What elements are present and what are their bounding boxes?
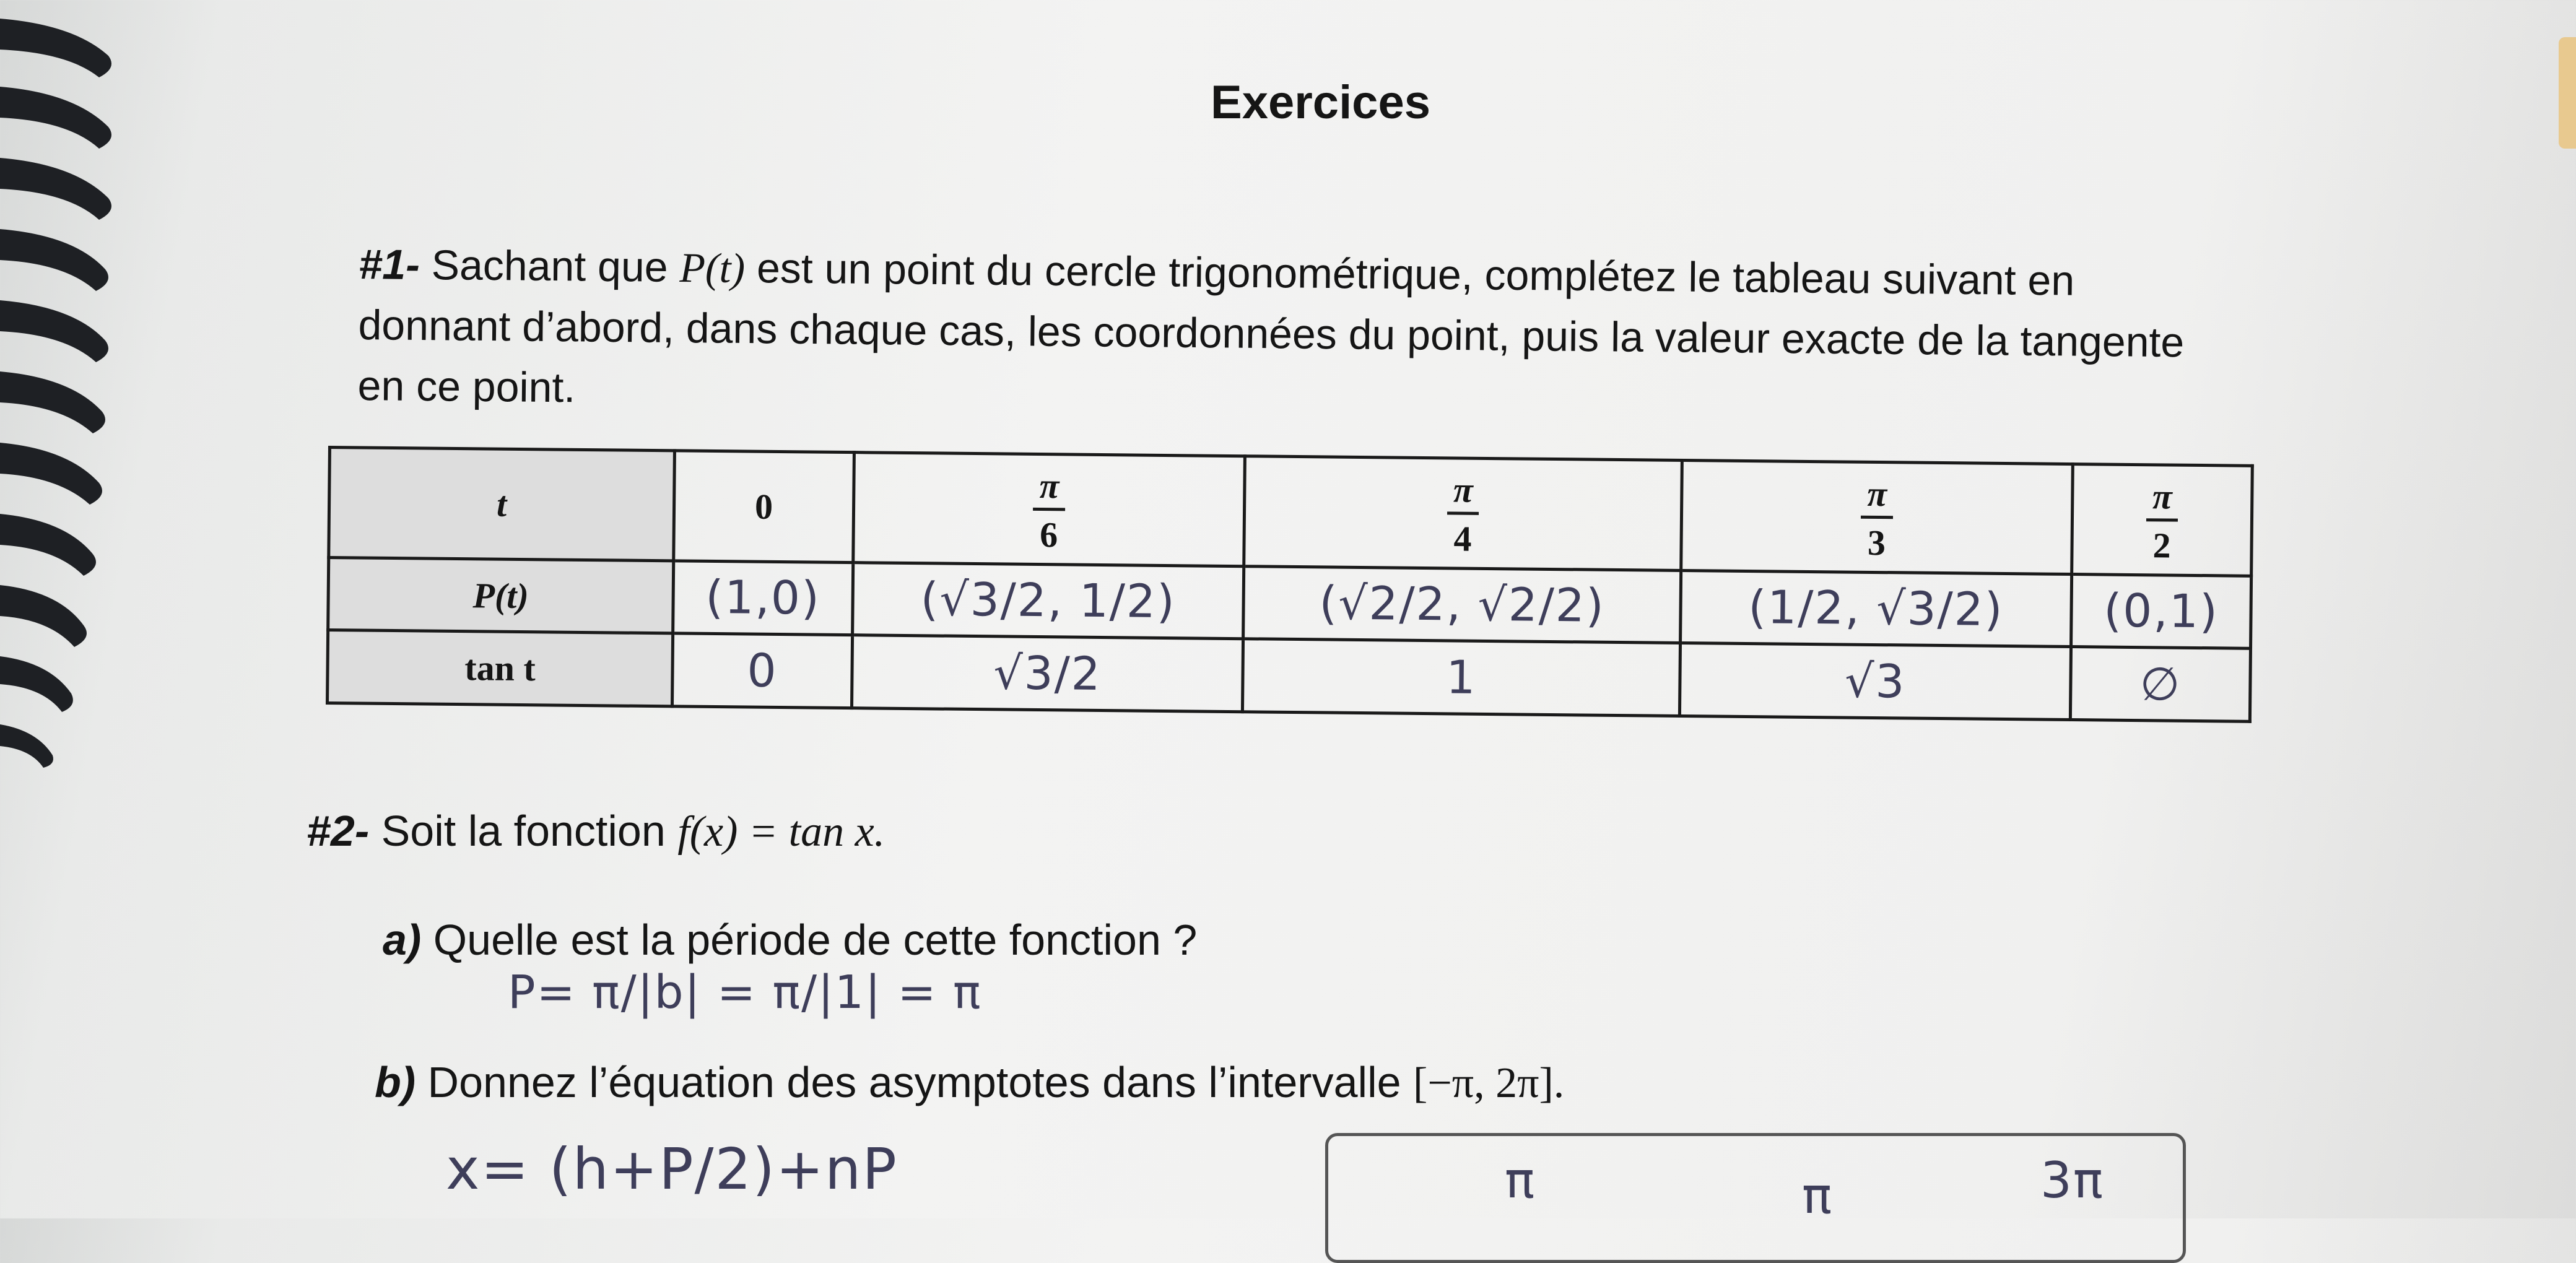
p-answer-cell xyxy=(673,561,853,635)
handwritten-answer: (0,1) xyxy=(2103,584,2219,639)
handwritten-answer: (√3/2, 1/2) xyxy=(920,573,1177,629)
tan-answer-cell xyxy=(672,633,852,708)
exercise-1-math: P(t) xyxy=(679,243,746,292)
p-answer-cell xyxy=(1243,566,1681,643)
handwritten-answer: √3 xyxy=(1844,654,1906,709)
exercise-2-statement xyxy=(307,806,885,857)
exercise-1-statement xyxy=(357,234,2229,434)
row-label-p: P(t) xyxy=(328,557,674,633)
trig-table xyxy=(326,446,2254,723)
t-value-cell: $\frac{\pi}{4}$ xyxy=(1244,456,1682,571)
exercise-2-math: f(x) = tan x. xyxy=(677,808,886,856)
handwritten-asymptote-formula: x= (h+P/2)+nP xyxy=(446,1136,898,1202)
tan-answer-cell xyxy=(851,635,1243,712)
question-b-text: Donnez l’équation des asymptotes dans l’intervalle xyxy=(416,1058,1414,1106)
handwritten-answer: 1 xyxy=(1446,651,1477,705)
p-answer-cell xyxy=(852,563,1243,640)
tan-answer-cell xyxy=(2070,647,2250,721)
page-clip xyxy=(2559,37,2576,149)
t-value-cell: $\frac{\pi}{3}$ xyxy=(1681,460,2073,574)
t-value-cell: $\frac{\pi}{2}$ xyxy=(2072,464,2253,576)
handwritten-mark: 3π xyxy=(2040,1152,2105,1209)
exercise-1-label: #1- xyxy=(359,240,420,289)
question-a xyxy=(383,915,1197,965)
handwritten-answer: (√2/2, √2/2) xyxy=(1319,576,1606,633)
tan-answer-cell xyxy=(1243,639,1681,716)
page-title: Exercices xyxy=(1211,76,1430,129)
question-a-text: Quelle est la période de cette fonction ? xyxy=(421,916,1198,964)
handwritten-mark: π xyxy=(1802,1167,1834,1225)
row-label-t: t xyxy=(329,448,675,561)
question-b-label: b) xyxy=(375,1058,416,1106)
tan-answer-cell xyxy=(1679,643,2071,720)
t-value-cell: $\frac{\pi}{6}$ xyxy=(853,453,1245,566)
p-answer-cell xyxy=(1680,570,2071,647)
question-b-math: [−π, 2π]. xyxy=(1413,1059,1565,1107)
p-answer-cell xyxy=(2071,574,2252,648)
t-value-cell: 0 xyxy=(674,451,855,563)
question-a-label: a) xyxy=(383,916,422,964)
handwritten-answer: 0 xyxy=(747,644,778,698)
exercise-2-text: Soit la fonction xyxy=(369,807,678,855)
question-b xyxy=(375,1057,1564,1108)
exercise-1-text-b: est un point du cercle trigonométrique, complétez le tableau suivant en donnant d’abord, dans chaque cas, les coordonnées du point, puis la valeur exacte de la tangente en ce point. xyxy=(357,244,2185,412)
handwritten-answer: ∅ xyxy=(2139,657,2182,711)
exercise-1-text-a: Sachant que xyxy=(419,241,680,291)
exercise-2-label: #2- xyxy=(307,807,370,855)
row-label-tan: tan t xyxy=(328,630,673,706)
handwritten-answer: (1,0) xyxy=(705,571,821,625)
handwritten-mark: π xyxy=(1505,1152,1536,1209)
spiral-binding xyxy=(0,0,118,867)
handwritten-answer: (1/2, √3/2) xyxy=(1747,581,2004,637)
handwritten-answer: √3/2 xyxy=(993,646,1102,701)
handwritten-period-answer: P= π/|b| = π/|1| = π xyxy=(508,966,982,1019)
table-row-t xyxy=(329,448,2253,576)
